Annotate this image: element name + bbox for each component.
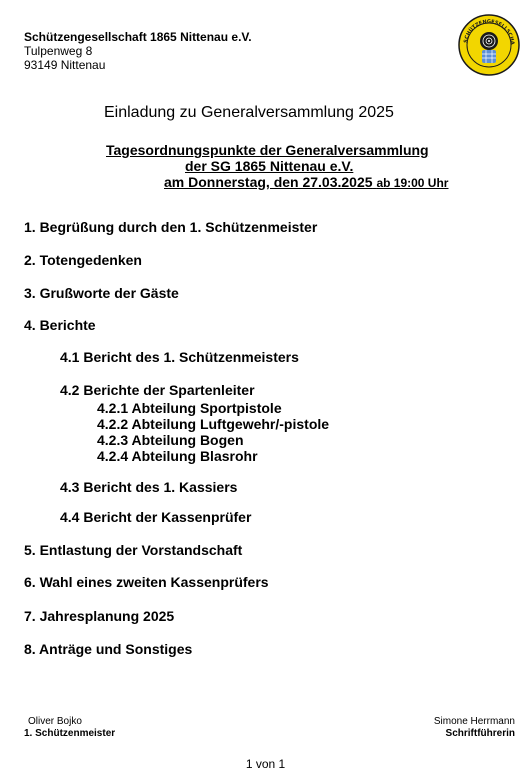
agenda-item-7: 7. Jahresplanung 2025 [24, 608, 175, 624]
agenda-heading-line2: der SG 1865 Nittenau e.V. [185, 158, 354, 174]
club-city: 93149 Nittenau [24, 58, 106, 72]
agenda-item-3: 3. Grußworte der Gäste [24, 285, 179, 301]
agenda-item-4-2-4: 4.2.4 Abteilung Blasrohr [97, 448, 258, 464]
agenda-item-8: 8. Anträge und Sonstiges [24, 641, 193, 657]
agenda-item-1: 1. Begrüßung durch den 1. Schützenmeister [24, 219, 318, 235]
agenda-item-2: 2. Totengedenken [24, 252, 142, 268]
agenda-heading-line3 [164, 174, 448, 190]
agenda-item-4: 4. Berichte [24, 317, 96, 333]
club-street: Tulpenweg 8 [24, 44, 93, 58]
agenda-item-4-2-3: 4.2.3 Abteilung Bogen [97, 432, 244, 448]
agenda-item-4-2: 4.2 Berichte der Spartenleiter [60, 382, 255, 398]
agenda-item-6: 6. Wahl eines zweiten Kassenprüfers [24, 574, 269, 590]
agenda-item-4-2-2: 4.2.2 Abteilung Luftgewehr/-pistole [97, 416, 330, 432]
club-seal-logo [458, 14, 520, 76]
agenda-item-4-2-1: 4.2.1 Abteilung Sportpistole [97, 400, 282, 416]
invitation-title: Einladung zu Generalversammlung 2025 [104, 104, 394, 121]
svg-text:SCHÜTZENGESELLSCHAFT 1865 NITT: SCHÜTZENGESELLSCHA [463, 18, 516, 46]
agenda-heading-line1: Tagesordnungspunkte der Generalversammlung [106, 142, 429, 158]
signature-right-role: Schriftführerin [445, 728, 515, 739]
signature-right-name: Simone Herrmann [433, 716, 515, 727]
agenda-item-4-4: 4.4 Bericht der Kassenprüfer [60, 509, 252, 525]
signature-left-role: 1. Schützenmeister [24, 728, 116, 739]
agenda-item-5: 5. Entlastung der Vorstandschaft [24, 542, 243, 558]
agenda-item-4-3: 4.3 Bericht des 1. Kassiers [60, 479, 238, 495]
club-name: Schützengesellschaft 1865 Nittenau e.V. [24, 30, 252, 44]
agenda-item-4-1: 4.1 Bericht des 1. Schützenmeisters [60, 349, 299, 365]
agenda-time: ab 19:00 Uhr [376, 176, 449, 190]
agenda-date: am Donnerstag, den 27.03.2025 [164, 174, 373, 190]
signature-left-name: Oliver Bojko [28, 716, 82, 727]
page-indicator: 1 von 1 [245, 757, 286, 771]
